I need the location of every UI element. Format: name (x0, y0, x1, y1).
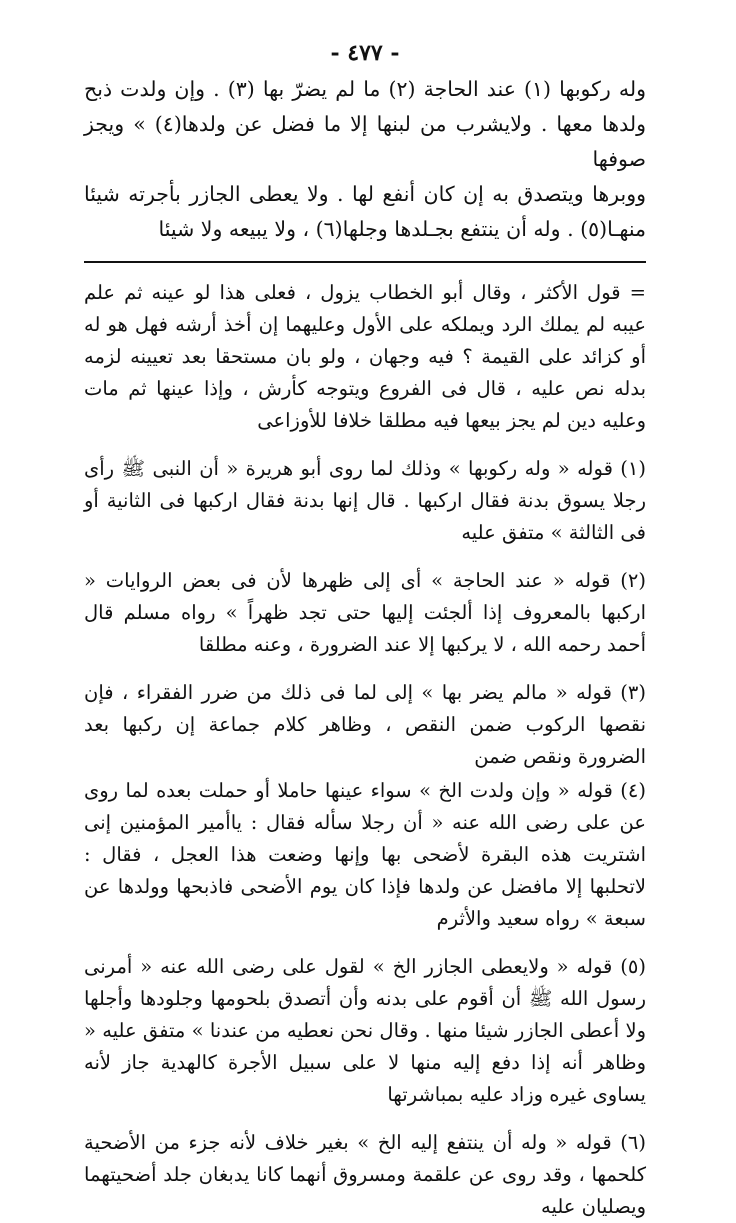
page-number: - ٤٧٧ - (330, 40, 400, 66)
footnotes (84, 277, 646, 1223)
main-text (84, 72, 646, 247)
footnote-2: (٢) قوله « عند الحاجة » أى إلى ظهرها لأن فى بعض الروايات « اركبها بالمعروف إذا ألجئت إليها حتى تجد ظهراً » رواه مسلم قال أحمد رحمه الله ، لا يركبها إلا عند الضرورة ، وعنه مطلقا (84, 569, 646, 656)
footnote-3: (٣) قوله « مالم يضر بها » إلى لما فى ذلك من ضرر الفقراء ، فإن نقصها الركوب ضمن النقص ، وظاهر كلام جماعة إن ركبها بعد الضرورة ونقص ضمن (84, 681, 646, 768)
main-text-line: وله ركوبها (١) عند الحاجة (٢) ما لم يضرّ بها (٣) . وإن ولدت ذبح (84, 77, 646, 101)
footnote-4: (٤) قوله « وإن ولدت الخ » سواء عينها حاملا أو حملت بعده لما روى عن على رضى الله عنه « أن رجلا سأله فقال : ياأمير المؤمنين إنى اشتريت هذه البقرة لأضحى بها وإنها وضعت هذا العجل ، فقال : لاتحلبها إلا مافضل عن ولدها فإذا كان يوم الأضحى فاذبحها وولدها عن سبعة » رواه سعيد والأثرم (84, 779, 646, 930)
main-text-line: ولدها معها . ولايشرب من لبنها إلا ما فضل عن ولدها(٤) » ويجز صوفها (84, 112, 646, 171)
footnote-1: (١) قوله « وله ركوبها » وذلك لما روى أبو هريرة « أن النبى ﷺ رأى رجلا يسوق بدنة فقال اركبها . قال إنها بدنة فقال اركبها فى الثانية أو فى الثالثة » متفق عليه (84, 457, 646, 544)
footnote-5: (٥) قوله « ولايعطى الجازر الخ » لقول على رضى الله عنه « أمرنى رسول الله ﷺ أن أقوم على بدنه وأن أتصدق بلحومها وجلودها وأجلها ولا أعطى الجازر شيئا منها . وقال نحن نعطيه من عندنا » متفق عليه « وظاهر أنه إذا دفع إليه منها لا على سبيل الأجرة كالهدية جاز لأنه يساوى غيره وزاد عليه بمباشرتها (84, 955, 646, 1106)
footnote-continuation: = قول الأكثر ، وقال أبو الخطاب يزول ، فعلى هذا لو عينه ثم علم عيبه لم يملك الرد ويملكه على الأول وعليهما إن أخذ أرشه فهل هو له أو كزائد على القيمة ؟ فيه وجهان ، ولو بان مستحقا بعد تعيينه لزمه بدله نص عليه ، قال فى الفروع ويتوجه كأرش ، وإذا عينها ثم مات وعليه دين لم يجز بيعها فيه مطلقا خلافا للأوزاعى (84, 281, 647, 432)
main-text-line: منهـا(٥) . وله أن ينتفع بجـلدها وجلها(٦) ، ولا يبيعه ولا شيئا (158, 217, 646, 241)
footnote-6: (٦) قوله « وله أن ينتفع إليه الخ » بغير خلاف لأنه جزء من الأضحية كلحمها ، وقد روى عن علقمة ومسروق أنهما كانا يدبغان جلد أضحيتهما ويصليان عليه (84, 1131, 646, 1218)
main-text-line: ووبرها ويتصدق به إن كان أنفع لها . ولا يعطى الجازر بأجرته شيئا (84, 182, 646, 206)
footnote-divider (84, 261, 646, 263)
